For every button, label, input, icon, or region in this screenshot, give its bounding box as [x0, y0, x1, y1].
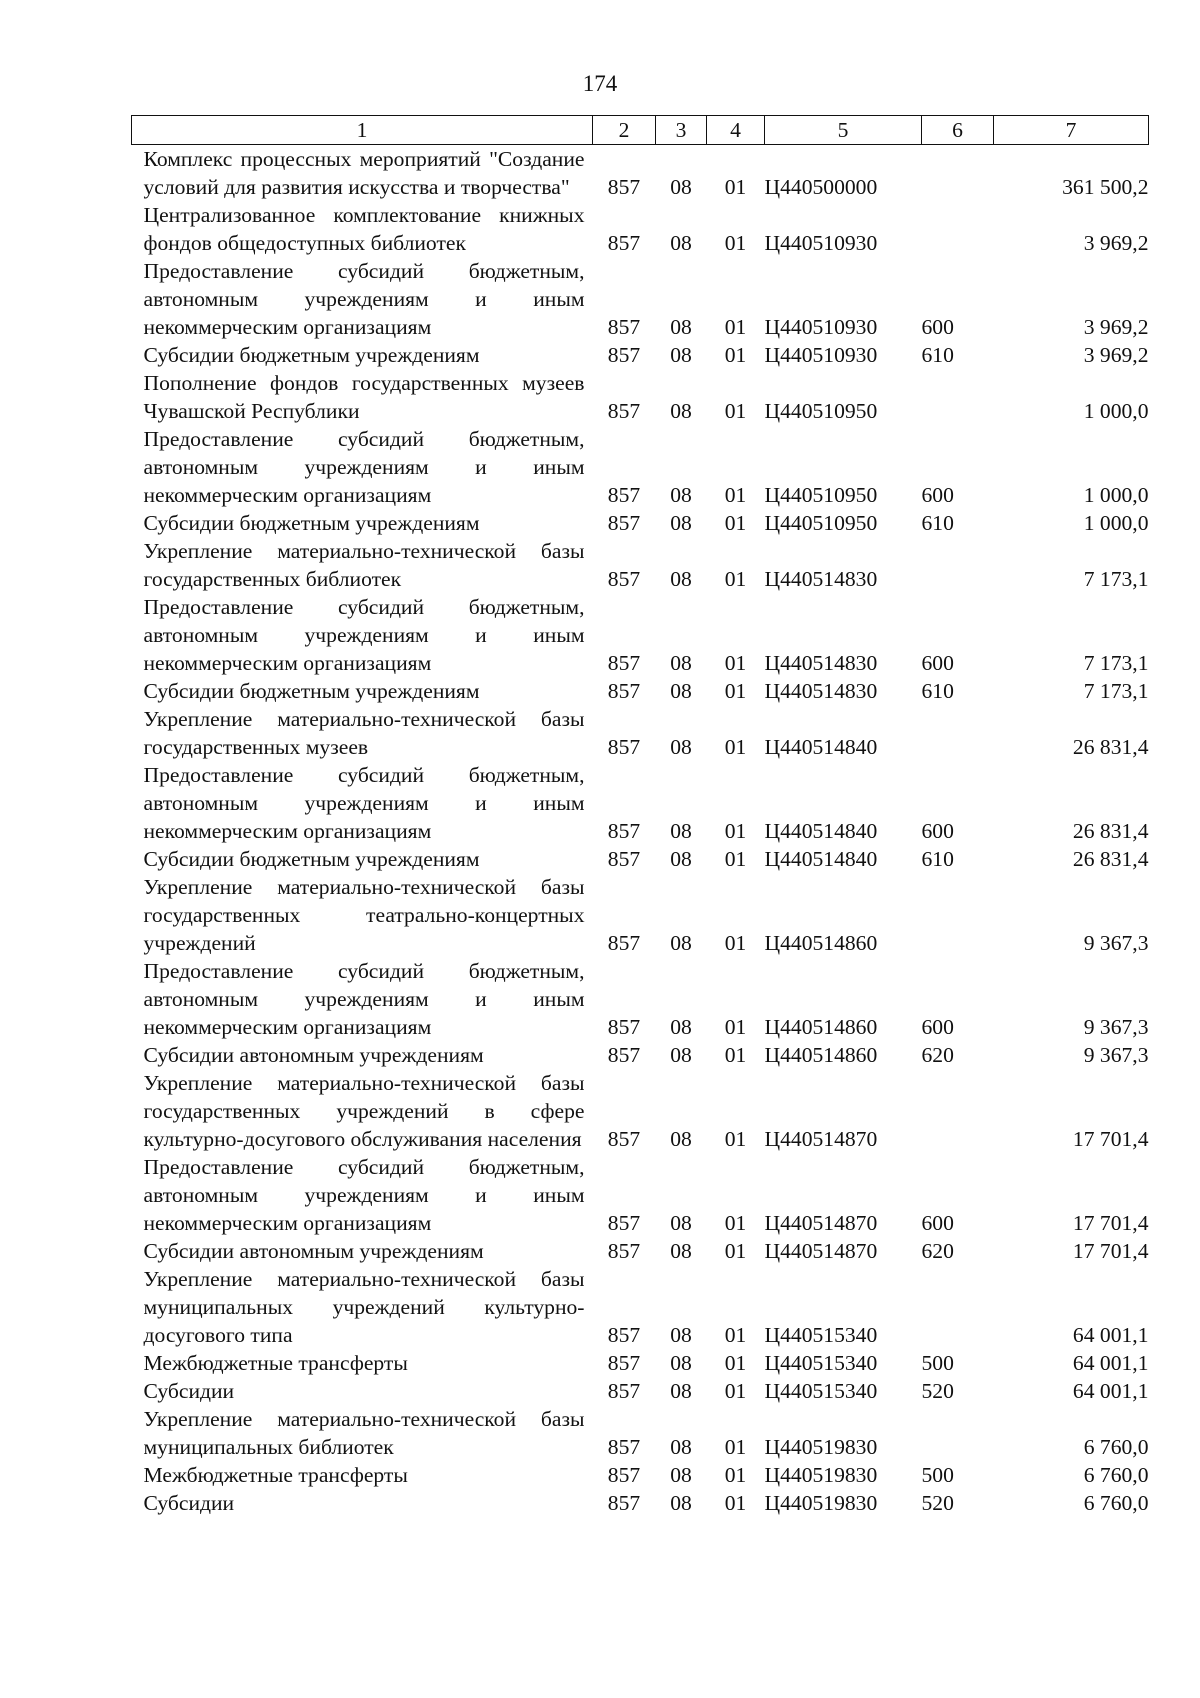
- row-pr-cell: 01: [724, 1211, 747, 1235]
- row-pr-cell: 01: [724, 567, 747, 591]
- row-name-cell: Укрепление материально-технической базы муниципальных учреждений культурно-досугового типа: [143, 1267, 585, 1347]
- row-rz-cell: 08: [670, 1015, 692, 1039]
- table-row: [132, 201, 1149, 257]
- row-pr-cell: 01: [724, 1435, 747, 1459]
- row-gl-cell: 857: [607, 1379, 641, 1403]
- row-csr-cell: Ц440510930: [764, 315, 878, 339]
- row-vr-cell: 600: [921, 651, 954, 675]
- table-row: [132, 873, 1149, 957]
- table-row: [132, 761, 1149, 845]
- row-gl-cell: 857: [607, 1211, 641, 1235]
- row-name-cell: Укрепление материально-технической базы государственных библиотек: [143, 539, 585, 591]
- row-vr-cell: [922, 1405, 994, 1461]
- row-sum-cell: 6 760,0: [1083, 1491, 1149, 1515]
- row-sum-cell: 26 831,4: [1072, 735, 1149, 759]
- row-sum-cell: 9 367,3: [1083, 1015, 1149, 1039]
- table-row: [132, 425, 1149, 509]
- table-row: [132, 957, 1149, 1041]
- row-rz-cell: 08: [670, 735, 692, 759]
- row-vr-cell: [922, 1069, 994, 1153]
- table-row: [132, 1153, 1149, 1237]
- row-pr-cell: 01: [724, 1463, 747, 1487]
- row-gl-cell: 857: [607, 847, 641, 871]
- row-csr-cell: Ц440514840: [764, 847, 878, 871]
- row-name-cell: Субсидии бюджетным учреждениям: [143, 343, 480, 367]
- row-rz-cell: 08: [670, 231, 692, 255]
- row-name-cell: Межбюджетные трансферты: [143, 1351, 408, 1375]
- row-rz-cell: 08: [670, 1323, 692, 1347]
- row-csr-cell: Ц440514860: [764, 1043, 878, 1067]
- row-sum-cell: 3 969,2: [1083, 231, 1149, 255]
- row-name-cell: Предоставление субсидий бюджетным, автономным учреждениям и иным некоммерческим организациям: [143, 427, 585, 507]
- row-rz-cell: 08: [670, 1435, 692, 1459]
- row-sum-cell: 7 173,1: [1083, 567, 1149, 591]
- row-pr-cell: 01: [724, 1491, 747, 1515]
- row-gl-cell: 857: [607, 1491, 641, 1515]
- row-gl-cell: 857: [607, 735, 641, 759]
- row-csr-cell: Ц440510950: [764, 399, 878, 423]
- row-vr-cell: [922, 1265, 994, 1349]
- row-name-cell: Укрепление материально-технической базы государственных музеев: [143, 707, 585, 759]
- table-header: [132, 116, 1149, 145]
- row-rz-cell: 08: [670, 847, 692, 871]
- row-vr-cell: 520: [921, 1491, 954, 1515]
- table-row: [132, 1069, 1149, 1153]
- row-name-cell: Предоставление субсидий бюджетным, автономным учреждениям и иным некоммерческим организациям: [143, 259, 585, 339]
- row-rz-cell: 08: [670, 1127, 692, 1151]
- row-gl-cell: 857: [607, 399, 641, 423]
- row-rz-cell: 08: [670, 1491, 692, 1515]
- row-sum-cell: 26 831,4: [1072, 819, 1149, 843]
- row-csr-cell: Ц440514870: [764, 1239, 878, 1263]
- row-rz-cell: 08: [670, 315, 692, 339]
- row-name-cell: Укрепление материально-технической базы государственных учреждений в сфере культурно-досугового обслуживания населения: [143, 1071, 585, 1151]
- row-pr-cell: 01: [724, 511, 747, 535]
- row-csr-cell: Ц440514830: [764, 651, 878, 675]
- row-sum-cell: 1 000,0: [1083, 511, 1149, 535]
- row-sum-cell: 9 367,3: [1083, 931, 1149, 955]
- header-col-3: 3: [656, 116, 707, 145]
- header-col-1: 1: [132, 116, 593, 145]
- row-sum-cell: 1 000,0: [1083, 399, 1149, 423]
- row-pr-cell: 01: [724, 175, 747, 199]
- row-csr-cell: Ц440510930: [764, 231, 878, 255]
- table-row: [132, 537, 1149, 593]
- header-row: [132, 116, 1149, 145]
- row-vr-cell: 600: [921, 483, 954, 507]
- row-name-cell: Предоставление субсидий бюджетным, автономным учреждениям и иным некоммерческим организациям: [143, 595, 585, 675]
- row-rz-cell: 08: [670, 819, 692, 843]
- row-pr-cell: 01: [724, 931, 747, 955]
- row-pr-cell: 01: [724, 343, 747, 367]
- row-pr-cell: 01: [724, 735, 747, 759]
- row-rz-cell: 08: [670, 483, 692, 507]
- table-row: [132, 593, 1149, 677]
- header-col-6: 6: [922, 116, 994, 145]
- row-pr-cell: 01: [724, 1379, 747, 1403]
- row-name-cell: Субсидии бюджетным учреждениям: [143, 679, 480, 703]
- row-rz-cell: 08: [670, 1463, 692, 1487]
- table-row: [132, 705, 1149, 761]
- row-pr-cell: 01: [724, 1323, 747, 1347]
- header-col-4: 4: [707, 116, 765, 145]
- row-vr-cell: [922, 145, 994, 202]
- row-csr-cell: Ц440514830: [764, 679, 878, 703]
- row-rz-cell: 08: [670, 343, 692, 367]
- row-name-cell: Предоставление субсидий бюджетным, автономным учреждениям и иным некоммерческим организациям: [143, 763, 585, 843]
- row-name-cell: Субсидии бюджетным учреждениям: [143, 511, 480, 535]
- row-rz-cell: 08: [670, 1351, 692, 1375]
- row-gl-cell: 857: [607, 1435, 641, 1459]
- row-pr-cell: 01: [724, 651, 747, 675]
- row-vr-cell: [922, 537, 994, 593]
- row-gl-cell: 857: [607, 343, 641, 367]
- table-row: [132, 257, 1149, 341]
- row-csr-cell: Ц440514860: [764, 931, 878, 955]
- row-vr-cell: 610: [921, 343, 954, 367]
- row-csr-cell: Ц440514840: [764, 735, 878, 759]
- row-sum-cell: 6 760,0: [1083, 1463, 1149, 1487]
- row-gl-cell: 857: [607, 175, 641, 199]
- row-csr-cell: Ц440519830: [764, 1491, 878, 1515]
- row-vr-cell: 620: [921, 1043, 954, 1067]
- row-vr-cell: 520: [921, 1379, 954, 1403]
- row-rz-cell: 08: [670, 175, 692, 199]
- header-col-5: 5: [765, 116, 922, 145]
- row-vr-cell: 600: [921, 1015, 954, 1039]
- row-gl-cell: 857: [607, 1463, 641, 1487]
- row-csr-cell: Ц440514860: [764, 1015, 878, 1039]
- row-csr-cell: Ц440510950: [764, 483, 878, 507]
- row-sum-cell: 7 173,1: [1083, 679, 1149, 703]
- row-sum-cell: 3 969,2: [1083, 343, 1149, 367]
- row-name-cell: Субсидии автономным учреждениям: [143, 1239, 484, 1263]
- row-name-cell: Предоставление субсидий бюджетным, автономным учреждениям и иным некоммерческим организациям: [143, 1155, 585, 1235]
- row-sum-cell: 361 500,2: [1062, 175, 1149, 199]
- row-csr-cell: Ц440510950: [764, 511, 878, 535]
- row-name-cell: Межбюджетные трансферты: [143, 1463, 408, 1487]
- row-sum-cell: 26 831,4: [1072, 847, 1149, 871]
- budget-table: [131, 115, 1149, 1517]
- row-pr-cell: 01: [724, 847, 747, 871]
- row-gl-cell: 857: [607, 1239, 641, 1263]
- row-vr-cell: 600: [921, 315, 954, 339]
- table-row: [132, 1265, 1149, 1349]
- row-gl-cell: 857: [607, 315, 641, 339]
- row-rz-cell: 08: [670, 567, 692, 591]
- row-name-cell: Централизованное комплектование книжных фондов общедоступных библиотек: [143, 203, 585, 255]
- row-gl-cell: 857: [607, 483, 641, 507]
- header-col-7: 7: [994, 116, 1149, 145]
- row-csr-cell: Ц440514870: [764, 1211, 878, 1235]
- row-rz-cell: 08: [670, 651, 692, 675]
- row-gl-cell: 857: [607, 931, 641, 955]
- row-sum-cell: 17 701,4: [1072, 1239, 1149, 1263]
- row-sum-cell: 6 760,0: [1083, 1435, 1149, 1459]
- table-row: [132, 1377, 1149, 1405]
- row-rz-cell: 08: [670, 511, 692, 535]
- row-vr-cell: 610: [921, 511, 954, 535]
- row-pr-cell: 01: [724, 819, 747, 843]
- row-pr-cell: 01: [724, 231, 747, 255]
- row-csr-cell: Ц440514870: [764, 1127, 878, 1151]
- row-csr-cell: Ц440515340: [764, 1323, 878, 1347]
- row-pr-cell: 01: [724, 1351, 747, 1375]
- table-row: [132, 1041, 1149, 1069]
- row-pr-cell: 01: [724, 1127, 747, 1151]
- row-name-cell: Субсидии: [143, 1379, 235, 1403]
- row-name-cell: Субсидии: [143, 1491, 235, 1515]
- row-gl-cell: 857: [607, 511, 641, 535]
- row-gl-cell: 857: [607, 1127, 641, 1151]
- row-sum-cell: 17 701,4: [1072, 1211, 1149, 1235]
- row-gl-cell: 857: [607, 1351, 641, 1375]
- row-rz-cell: 08: [670, 399, 692, 423]
- row-gl-cell: 857: [607, 679, 641, 703]
- header-col-2: 2: [593, 116, 656, 145]
- row-name-cell: Укрепление материально-технической базы государственных театрально-концертных учреждений: [143, 875, 585, 955]
- row-gl-cell: 857: [607, 819, 641, 843]
- row-pr-cell: 01: [724, 1239, 747, 1263]
- row-pr-cell: 01: [724, 1015, 747, 1039]
- row-vr-cell: 610: [921, 679, 954, 703]
- row-sum-cell: 64 001,1: [1072, 1379, 1149, 1403]
- row-gl-cell: 857: [607, 1015, 641, 1039]
- row-csr-cell: Ц440510930: [764, 343, 878, 367]
- row-vr-cell: [922, 873, 994, 957]
- row-rz-cell: 08: [670, 1043, 692, 1067]
- row-name-cell: Субсидии автономным учреждениям: [143, 1043, 484, 1067]
- row-csr-cell: Ц440515340: [764, 1379, 878, 1403]
- row-pr-cell: 01: [724, 1043, 747, 1067]
- row-csr-cell: Ц440500000: [764, 175, 878, 199]
- row-csr-cell: Ц440514830: [764, 567, 878, 591]
- row-vr-cell: 620: [921, 1239, 954, 1263]
- table-row: [132, 1461, 1149, 1489]
- row-sum-cell: 64 001,1: [1072, 1351, 1149, 1375]
- table-row: [132, 369, 1149, 425]
- table-row: [132, 1405, 1149, 1461]
- table-row: [132, 1237, 1149, 1265]
- row-rz-cell: 08: [670, 1379, 692, 1403]
- row-rz-cell: 08: [670, 1239, 692, 1263]
- row-csr-cell: Ц440519830: [764, 1463, 878, 1487]
- row-vr-cell: [922, 201, 994, 257]
- row-gl-cell: 857: [607, 1043, 641, 1067]
- table-row: [132, 509, 1149, 537]
- row-csr-cell: Ц440515340: [764, 1351, 878, 1375]
- row-pr-cell: 01: [724, 483, 747, 507]
- row-sum-cell: 7 173,1: [1083, 651, 1149, 675]
- row-name-cell: Комплекс процессных мероприятий "Создание условий для развития искусства и творчества": [143, 147, 585, 199]
- table-row: [132, 341, 1149, 369]
- row-vr-cell: 500: [921, 1351, 954, 1375]
- table-row: [132, 677, 1149, 705]
- row-vr-cell: [922, 705, 994, 761]
- row-pr-cell: 01: [724, 679, 747, 703]
- row-rz-cell: 08: [670, 1211, 692, 1235]
- row-pr-cell: 01: [724, 399, 747, 423]
- row-gl-cell: 857: [607, 1323, 641, 1347]
- row-vr-cell: 600: [921, 1211, 954, 1235]
- row-sum-cell: 1 000,0: [1083, 483, 1149, 507]
- row-name-cell: Субсидии бюджетным учреждениям: [143, 847, 480, 871]
- row-sum-cell: 3 969,2: [1083, 315, 1149, 339]
- row-sum-cell: 17 701,4: [1072, 1127, 1149, 1151]
- table-body: [132, 145, 1149, 1518]
- row-sum-cell: 9 367,3: [1083, 1043, 1149, 1067]
- row-rz-cell: 08: [670, 679, 692, 703]
- row-name-cell: Пополнение фондов государственных музеев Чувашской Республики: [143, 371, 585, 423]
- row-gl-cell: 857: [607, 231, 641, 255]
- page-number: 174: [582, 71, 618, 96]
- row-csr-cell: Ц440514840: [764, 819, 878, 843]
- row-vr-cell: [922, 369, 994, 425]
- row-vr-cell: 600: [921, 819, 954, 843]
- table-row: [132, 1489, 1149, 1517]
- row-name-cell: Предоставление субсидий бюджетным, автономным учреждениям и иным некоммерческим организациям: [143, 959, 585, 1039]
- row-name-cell: Укрепление материально-технической базы муниципальных библиотек: [143, 1407, 585, 1459]
- row-gl-cell: 857: [607, 567, 641, 591]
- row-pr-cell: 01: [724, 315, 747, 339]
- row-csr-cell: Ц440519830: [764, 1435, 878, 1459]
- table-row: [132, 1349, 1149, 1377]
- row-vr-cell: 610: [921, 847, 954, 871]
- row-vr-cell: 500: [921, 1463, 954, 1487]
- table-row: [132, 145, 1149, 202]
- row-sum-cell: 64 001,1: [1072, 1323, 1149, 1347]
- row-rz-cell: 08: [670, 931, 692, 955]
- row-gl-cell: 857: [607, 651, 641, 675]
- table-row: [132, 845, 1149, 873]
